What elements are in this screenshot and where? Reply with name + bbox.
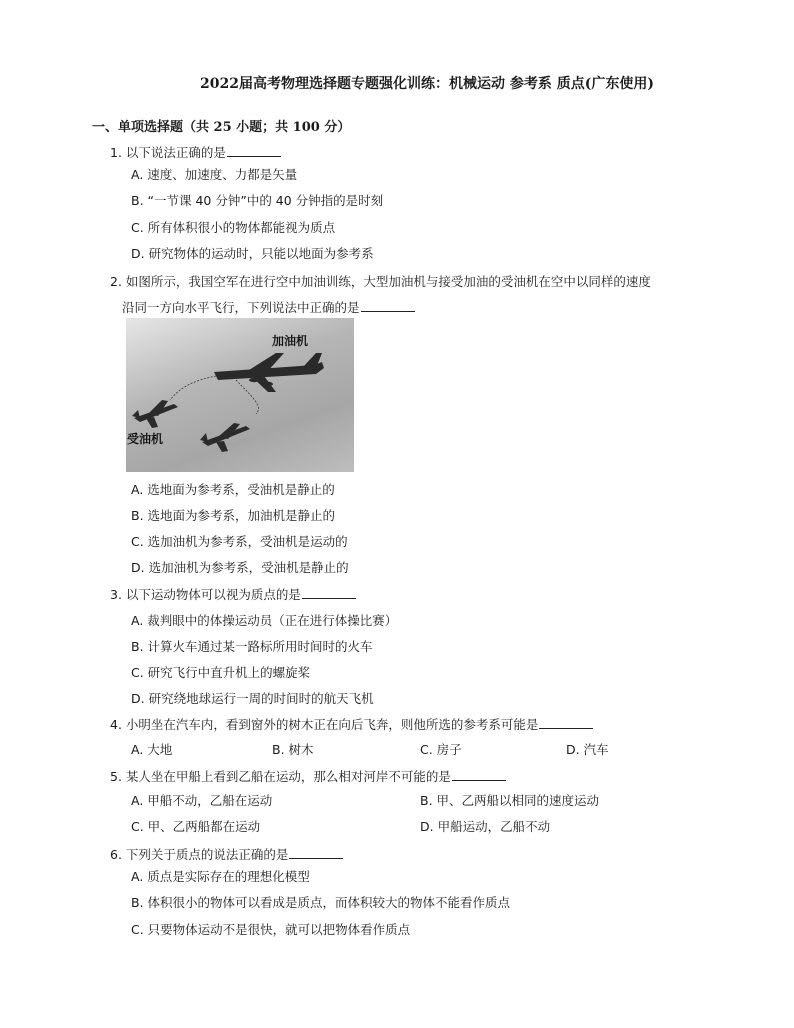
question-2-option-a: A. 选地面为参考系，受油机是静止的 (131, 482, 335, 497)
question-1-stem: 1. 以下说法正确的是 (110, 143, 281, 161)
question-1-option-c: C. 所有体积很小的物体都能视为质点 (131, 220, 336, 235)
section-heading: 一、单项选择题（共 25 小题；共 100 分） (92, 120, 351, 135)
question-2-option-d: D. 选加油机为参考系，受油机是静止的 (131, 560, 349, 575)
question-1-option-d: D. 研究物体的运动时，只能以地面为参考系 (131, 246, 374, 261)
question-4-option-c: C. 房子 (420, 742, 462, 757)
question-4-option-b: B. 树木 (272, 742, 314, 757)
tanker-aircraft-shape (214, 353, 324, 392)
answer-blank (302, 586, 356, 599)
question-4-stem: 4. 小明坐在汽车内，看到窗外的树木正在向后飞奔，则他所选的参考系可能是 (110, 715, 593, 733)
question-5-stem: 5. 某人坐在甲船上看到乙船在运动，那么相对河岸不可能的是 (110, 767, 506, 785)
answer-blank (227, 144, 281, 157)
answer-blank (361, 299, 415, 312)
question-6-option-c: C. 只要物体运动不是很快，就可以把物体看作质点 (131, 922, 411, 937)
question-5-option-a: A. 甲船不动，乙船在运动 (131, 793, 273, 808)
answer-blank (539, 716, 593, 729)
receiver-label: 受油机 (127, 432, 164, 446)
document-title: 2022届高考物理选择题专题强化训练：机械运动 参考系 质点(广东使用) (200, 76, 654, 92)
question-1-option-b: B. “一节课 40 分钟”中的 40 分钟指的是时刻 (131, 193, 384, 208)
question-5-option-b: B. 甲、乙两船以相同的速度运动 (420, 793, 600, 808)
question-2-stem-line2: 沿同一方向水平飞行，下列说法中正确的是 (122, 298, 415, 316)
question-3-option-b: B. 计算火车通过某一路标所用时间时的火车 (131, 639, 373, 654)
question-4-option-a: A. 大地 (131, 742, 173, 757)
question-3-stem: 3. 以下运动物体可以视为质点的是 (110, 585, 356, 603)
question-4-option-d: D. 汽车 (566, 742, 609, 757)
question-2-stem-line1: 2. 如图所示，我国空军在进行空中加油训练，大型加油机与接受加油的受油机在空中以同样的速度 (110, 274, 651, 289)
aerial-refueling-figure (126, 318, 354, 472)
question-2-option-b: B. 选地面为参考系，加油机是静止的 (131, 508, 336, 523)
question-5-option-d: D. 甲船运动，乙船不动 (420, 819, 551, 834)
question-1-option-a: A. 速度、加速度、力都是矢量 (131, 167, 298, 182)
tanker-label: 加油机 (272, 334, 309, 348)
question-6-stem: 6. 下列关于质点的说法正确的是 (110, 845, 343, 863)
receiver-aircraft-2-shape (200, 423, 250, 452)
question-6-option-a: A. 质点是实际存在的理想化模型 (131, 869, 310, 884)
question-2-option-c: C. 选加油机为参考系，受油机是运动的 (131, 534, 348, 549)
answer-blank (289, 846, 343, 859)
question-5-option-c: C. 甲、乙两船都在运动 (131, 819, 261, 834)
refueling-illustration (126, 318, 354, 472)
question-3-option-d: D. 研究绕地球运行一周的时间时的航天飞机 (131, 691, 374, 706)
question-6-option-b: B. 体积很小的物体可以看成是质点，而体积较大的物体不能看作质点 (131, 895, 511, 910)
question-3-option-a: A. 裁判眼中的体操运动员（正在进行体操比赛） (131, 613, 398, 628)
receiver-aircraft-1-shape (132, 400, 178, 428)
question-3-option-c: C. 研究飞行中直升机上的螺旋桨 (131, 665, 311, 680)
answer-blank (452, 768, 506, 781)
